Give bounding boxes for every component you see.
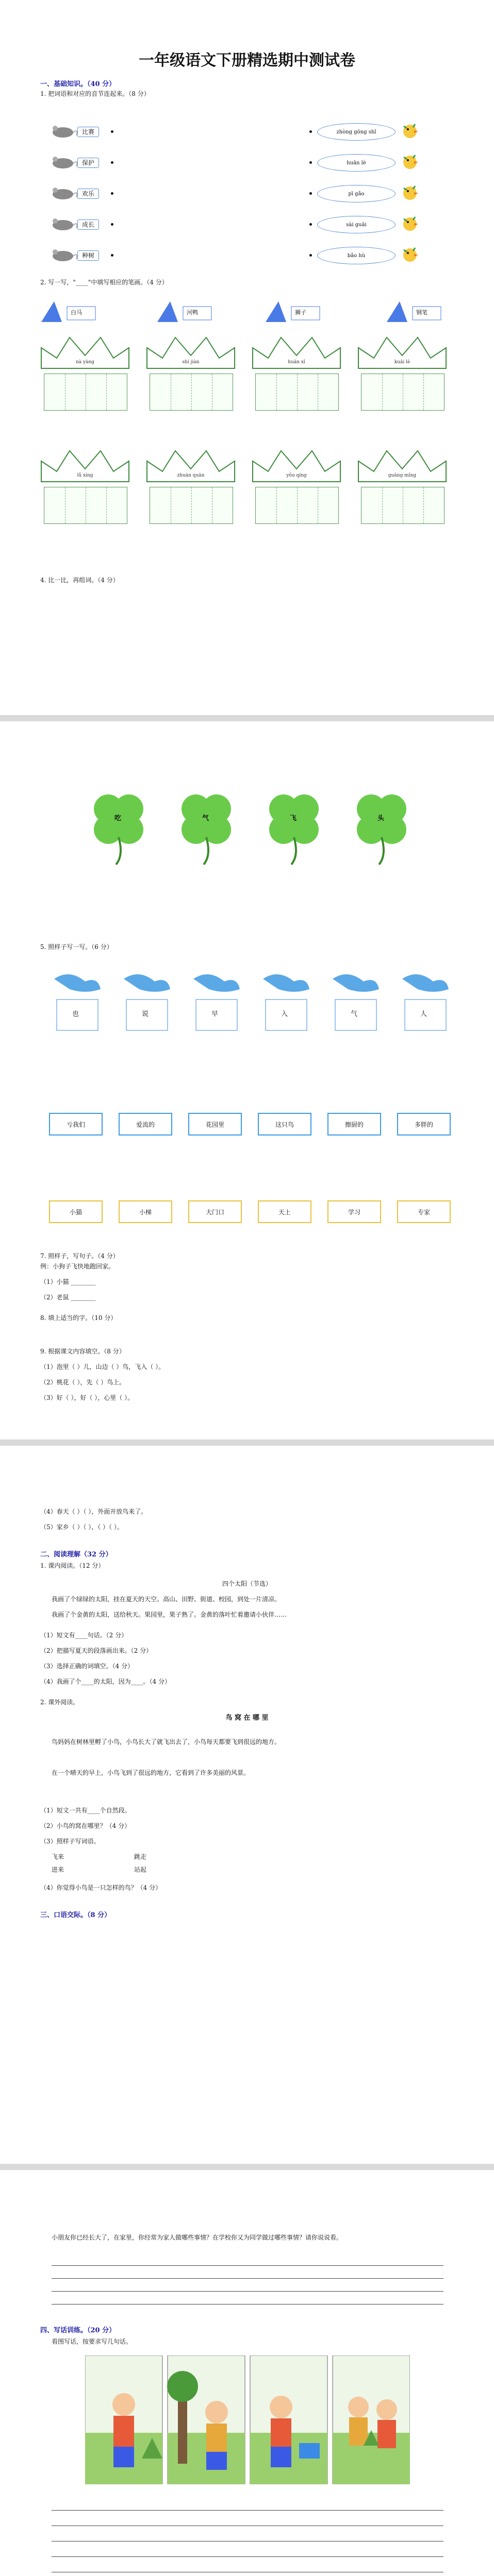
match-dot — [309, 192, 312, 195]
stroke-label-2: 狮子 — [295, 309, 306, 316]
passage-1-title: 四个太阳（节选） — [222, 1580, 272, 1587]
q10-item-5: （5）家乡（ ）（ ），（ ）（ ）。 — [40, 1523, 123, 1531]
oral-intro: 小朋友你已经长大了，在家里，你经常为家人做哪些事情？在学校你又为同学做过哪些事情？请你说说看。 — [52, 2234, 343, 2241]
writing-box — [255, 487, 339, 524]
page-3 — [0, 1446, 494, 2164]
q10-item-4: （4）春天（ ）（ ），外面开放鸟来了。 — [40, 1508, 147, 1515]
page-1 — [0, 0, 494, 715]
crown-icon — [144, 335, 237, 373]
phrase-card-yellow-0: 小猫 — [49, 1200, 103, 1223]
passage-1-q2: （2）把描写夏天的段落画出来。（2 分） — [40, 1647, 153, 1654]
passage-2-title: 鸟 窝 在 哪 里 — [225, 1714, 269, 1722]
pinyin-label: zhuàn quān — [177, 473, 205, 478]
clover-icon — [175, 788, 237, 868]
chick-icon — [400, 153, 420, 174]
match-dot — [111, 192, 113, 195]
crown-icon — [250, 448, 343, 486]
picture-panel-3 — [250, 2355, 327, 2484]
page-2 — [0, 721, 494, 1439]
clover-char: 气 — [202, 815, 209, 822]
match-dot — [111, 223, 113, 226]
grid-line — [423, 487, 424, 523]
passage-2-q3: （3）照样子写词语。 — [40, 1838, 100, 1845]
grid-line — [297, 487, 298, 523]
story-pictures — [85, 2355, 410, 2484]
picture-panel-2 — [167, 2355, 245, 2484]
phrase-card-blue-4: 擦厨的 — [327, 1113, 381, 1136]
chick-icon — [400, 184, 420, 205]
pinyin-oval-1: huān lè — [317, 154, 396, 172]
section-4-question: 看图写话，按要求写几句话。 — [52, 2338, 133, 2345]
passage-2-line-2: 在一个晴天的早上，小鸟飞到了很远的地方，它看到了许多美丽的风景。 — [52, 1769, 250, 1776]
bird-char: 入 — [281, 1010, 288, 1018]
writing-box — [44, 374, 127, 411]
crown-icon — [39, 448, 131, 486]
clover-icon — [351, 788, 413, 868]
grid-line — [276, 374, 277, 410]
pinyin-oval-4: bǎo hù — [317, 247, 396, 264]
word-1: 保护 — [77, 158, 99, 168]
passage-2-q2: （2）小鸟的窝在哪里？（4 分） — [40, 1822, 131, 1829]
bird-card — [119, 969, 175, 1038]
section-4-heading: 四、写话训练。（20 分） — [40, 2327, 116, 2334]
word-0: 比赛 — [77, 127, 99, 137]
passage-2-q4: （4）你觉得小鸟是一只怎样的鸟？（4 分） — [40, 1884, 162, 1891]
question-8: 8. 填上适当的字。（10 分） — [40, 1314, 117, 1321]
picture-panel-4 — [333, 2355, 410, 2484]
stroke-label-1: 河鸭 — [187, 309, 198, 316]
bird-char: 说 — [142, 1010, 149, 1018]
grid-line — [297, 374, 298, 410]
passage-1-line-2: 我画了个金黄的太阳，送给秋天。果园里，果子熟了。金黄的落叶忙着邀请小伙伴…… — [52, 1611, 287, 1618]
match-dot — [111, 254, 113, 257]
write-line — [52, 2265, 443, 2266]
stroke-picture-2 — [263, 299, 325, 327]
bird-card — [188, 969, 245, 1038]
write-line — [52, 2556, 443, 2557]
page-4 — [0, 2170, 494, 2576]
phrase-card-blue-0: 亏我们 — [49, 1113, 103, 1136]
question-7-example: 例：小狗子飞快地跑回家。 — [40, 1263, 115, 1270]
stroke-label-3: 钢笔 — [416, 309, 427, 316]
question-9: 9. 根据课文内容填空。（8 分） — [40, 1348, 125, 1355]
crown-icon — [144, 448, 237, 486]
grid-line — [382, 374, 383, 410]
pair-1-a: 飞来 — [52, 1853, 64, 1860]
question-4: 4. 比一比，再组词。（4 分） — [40, 577, 119, 584]
clover-char: 头 — [377, 815, 385, 822]
grid-line — [276, 487, 277, 523]
writing-box — [361, 487, 444, 524]
passage-1-q4: （4）我画了个____的太阳，因为____。（4 分） — [40, 1678, 171, 1685]
pinyin-label: guāng mǐng — [388, 473, 417, 478]
phrase-card-yellow-1: 小梯 — [119, 1200, 172, 1223]
question-7-item-1: （1）小猫 ________ — [40, 1278, 96, 1285]
chick-icon — [400, 215, 420, 235]
bird-card — [397, 969, 454, 1038]
phrase-card-yellow-5: 专家 — [397, 1200, 451, 1223]
phrase-card-blue-3: 这只鸟 — [258, 1113, 311, 1136]
pinyin-label: huān xǐ — [288, 360, 305, 365]
reading-1-heading: 1. 课内阅读。（12 分） — [40, 1562, 105, 1569]
passage-2-q1: （1）短文一共有____个自然段。 — [40, 1807, 131, 1814]
writing-box — [44, 487, 127, 524]
question-9-item-3: （3）好（ ），好（ ），心里（ ）。 — [40, 1394, 134, 1401]
match-dot — [309, 130, 312, 133]
phrase-card-yellow-4: 学习 — [327, 1200, 381, 1223]
grid-line — [423, 374, 424, 410]
page-title: 一年级语文下册精选期中测试卷 — [139, 52, 355, 70]
stroke-picture-0 — [39, 299, 101, 327]
word-4: 种树 — [77, 250, 99, 261]
word-3: 成长 — [77, 219, 99, 230]
crown-icon — [356, 448, 449, 486]
match-dot — [309, 223, 312, 226]
match-dot — [309, 254, 312, 257]
writing-box — [255, 374, 339, 411]
grid-line — [106, 374, 107, 410]
chick-icon — [400, 246, 420, 266]
bird-char: 气 — [351, 1010, 358, 1018]
passage-1-q1: （1）短文有____句话。（2 分） — [40, 1632, 128, 1639]
stroke-label-0: 白马 — [71, 309, 82, 316]
question-7: 7. 照样子，写句子。（4 分） — [40, 1252, 119, 1260]
pair-2-a: 进来 — [52, 1866, 64, 1873]
write-line — [52, 2291, 443, 2292]
bird-card — [327, 969, 384, 1038]
question-9-item-2: （2）桃花（ ），先（ ）鸟上。 — [40, 1379, 126, 1386]
mouse-icon — [49, 124, 77, 139]
grid-line — [191, 487, 192, 523]
phrase-card-blue-1: 爱流的 — [119, 1113, 172, 1136]
mouse-icon — [49, 155, 77, 170]
write-line — [52, 2510, 443, 2511]
question-9-item-1: （1）泡里（ ）儿，山边（ ）鸟，飞入（ ）。 — [40, 1363, 165, 1370]
crown-icon — [356, 335, 449, 373]
phrase-card-yellow-2: 大门口 — [188, 1200, 242, 1223]
pinyin-label: shí jiàn — [182, 360, 200, 365]
bird-char: 也 — [72, 1010, 79, 1018]
question-7-item-2: （2）老鼠 ________ — [40, 1294, 96, 1301]
phrase-card-blue-2: 花园里 — [188, 1113, 242, 1136]
bird-card — [258, 969, 315, 1038]
word-2: 欢乐 — [77, 189, 99, 199]
pinyin-oval-0: zhòng gōng shǐ — [317, 123, 396, 141]
pinyin-label: nà yàng — [75, 360, 95, 365]
pinyin-oval-3: sài guāi — [317, 216, 396, 233]
phrase-card-yellow-3: 天上 — [258, 1200, 311, 1223]
clover-icon — [88, 788, 150, 868]
bird-char: 人 — [420, 1010, 427, 1018]
mouse-icon — [49, 186, 77, 200]
mouse-icon — [49, 217, 77, 231]
clover-icon — [263, 788, 325, 868]
writing-box — [361, 374, 444, 411]
writing-box — [150, 374, 233, 411]
crown-icon — [250, 335, 343, 373]
crown-icon — [39, 335, 131, 373]
stroke-picture-3 — [384, 299, 446, 327]
chick-icon — [400, 122, 420, 143]
section-3-heading: 三、口语交际。（8 分） — [40, 1911, 111, 1919]
grid-line — [106, 487, 107, 523]
match-dot — [111, 161, 113, 164]
pair-2-b: 站起 — [134, 1866, 147, 1873]
match-dot — [111, 130, 113, 133]
reading-2-heading: 2. 课外阅读。 — [40, 1699, 79, 1706]
mouse-icon — [49, 248, 77, 262]
phrase-card-blue-5: 多胖的 — [397, 1113, 451, 1136]
stroke-picture-1 — [155, 299, 217, 327]
clover-char: 吃 — [114, 815, 122, 822]
bird-card — [49, 969, 106, 1038]
write-line — [52, 2278, 443, 2279]
match-dot — [309, 161, 312, 164]
question-2: 2. 写一写，"____"中填写相应的笔画。（4 分） — [40, 279, 168, 286]
question-5: 5. 照样子写一写。（6 分） — [40, 943, 113, 951]
pinyin-label: kuāi lè — [394, 360, 410, 365]
passage-2-line-1: 鸟妈妈在树林里孵了小鸟，小鸟长大了就飞出去了，小鸟每天都要飞到很远的地方。 — [52, 1738, 281, 1745]
passage-1-line-1: 我画了个绿绿的太阳，挂在夏天的天空。高山、田野、街道、校园，到处一片清凉。 — [52, 1596, 281, 1603]
section-1-heading: 一、基础知识。（40 分） — [40, 80, 116, 88]
section-2-heading: 二、阅读理解（32 分） — [40, 1551, 112, 1558]
question-1: 1. 把词语和对应的音节连起来。（8 分） — [40, 90, 150, 97]
pair-1-b: 跳走 — [134, 1853, 147, 1860]
grid-line — [382, 487, 383, 523]
grid-line — [191, 374, 192, 410]
pinyin-label: lǚ xíng — [77, 473, 93, 478]
pinyin-oval-2: pī gǎo — [317, 185, 396, 202]
clover-char: 飞 — [290, 815, 297, 822]
bird-char: 早 — [211, 1010, 219, 1018]
pinyin-label: yǒu qíng — [286, 473, 307, 478]
picture-panel-1 — [85, 2355, 162, 2484]
passage-1-q3: （3）选择正确的词填空。（4 分） — [40, 1663, 134, 1670]
writing-box — [150, 487, 233, 524]
